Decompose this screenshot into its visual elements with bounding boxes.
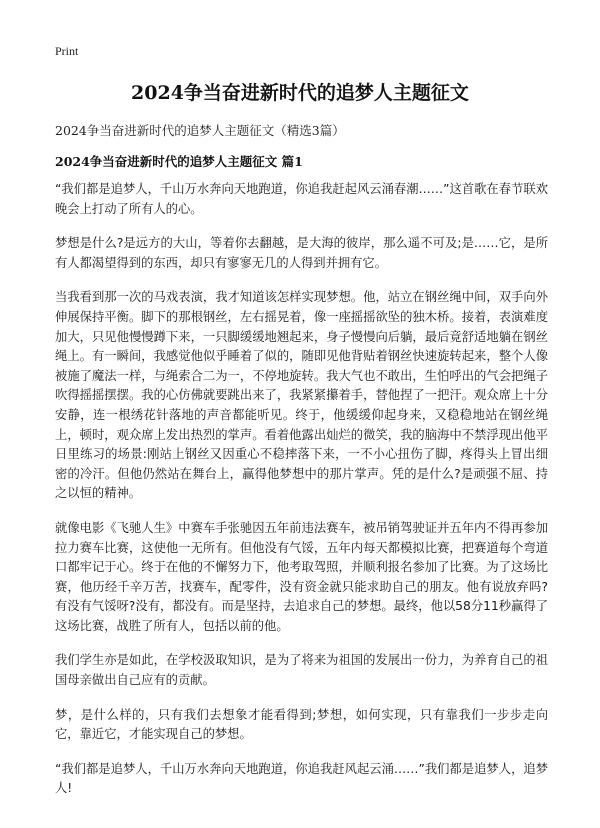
paragraph-1: “我们都是追梦人，千山万水奔向天地跑道，你追我赶起风云涌春潮……”这首歌在春节联欢晚会上打动了所有人的心。 (55, 182, 548, 216)
paragraph-3: 当我看到那一次的马戏表演，我才知道该怎样实现梦想。他，站立在钢丝绳中间，双手向外伸展保持平衡。脚下的那根钢丝，左右摇晃着，像一座摇摇欲坠的独木桥。接着，表演难度加大，只见他慢慢蹲下来，一只脚缓缓地翘起来，身子慢慢向后躺，最后竟舒适地躺在钢丝绳上。有一瞬间，我感觉他似乎睡着了似的，随即见他背贴着钢丝快速旋转起来，整个人像被施了魔法一样，与绳索合二为一，不停地旋转。我大气也不敢出，生怕呼出的气会把绳子吹得摇摇摆摆。我的心仿佛就要跳出来了，我紧紧攥着手，替他捏了一把汗。观众席上十分安静，连一根绣花针落地的声音都能听见。终于，他缓缓仰起身来，又稳稳地站在钢丝绳上，顿时，观众席上发出热烈的掌声。看着他露出灿烂的微笑，我的脑海中不禁浮现出他平日里练习的场景:刚站上钢丝又因重心不稳摔落下来，一不小心扭伤了脚，疼得头上冒出细密的冷汗。但他仍然站在舞台上，赢得他梦想中的那片掌声。凭的是什么?是顽强不屈、持之以恒的精神。 (55, 290, 548, 501)
paragraph-4: 就像电影《飞驰人生》中赛车手张驰因五年前违法赛车，被吊销驾驶证并五年内不得再参加拉力赛车比赛，这使他一无所有。但他没有气馁，五年内每天都模拟比赛，把赛道每个弯道口都牢记于心。终于在他的不懈努力下，他考取驾照，并顺利报名参加了比赛。为了这场比赛，他历经千辛万苦，找赛车，配零件，没有资金就只能求助自己的朋友。他有说放弃吗?有没有气馁呀?没有，都没有。而是坚持，去追求自己的梦想。最终，他以58分11秒赢得了这场比赛，战胜了所有人，包括以前的他。 (55, 520, 548, 633)
document-subtitle: 2024争当奋进新时代的追梦人主题征文（精选3篇） (55, 123, 345, 138)
section-heading: 2024争当奋进新时代的追梦人主题征文 篇1 (55, 154, 303, 169)
article-body (55, 180, 548, 814)
paragraph-7: “我们都是追梦人，千山万水奔向天地跑道，你追我赶风起云涌……”我们都是追梦人，追梦人! (55, 761, 548, 796)
paragraph-2: 梦想是什么?是远方的大山，等着你去翻越，是大海的彼岸，那么遥不可及;是……它，是所有人都渴望得到的东西，却只有寥寥无几的人得到并拥有它。 (55, 236, 548, 270)
page-title: 2024争当奋进新时代的追梦人主题征文 (131, 82, 469, 104)
print-label: Print (55, 44, 79, 58)
paragraph-5: 我们学生亦是如此，在学校汲取知识，是为了将来为祖国的发展出一份力，为养育自己的祖国母亲做出自己应有的贡献。 (55, 653, 548, 688)
paragraph-6: 梦，是什么样的，只有我们去想象才能看得到;梦想，如何实现，只有靠我们一步步走向它，靠近它，才能实现自己的梦想。 (55, 707, 548, 742)
